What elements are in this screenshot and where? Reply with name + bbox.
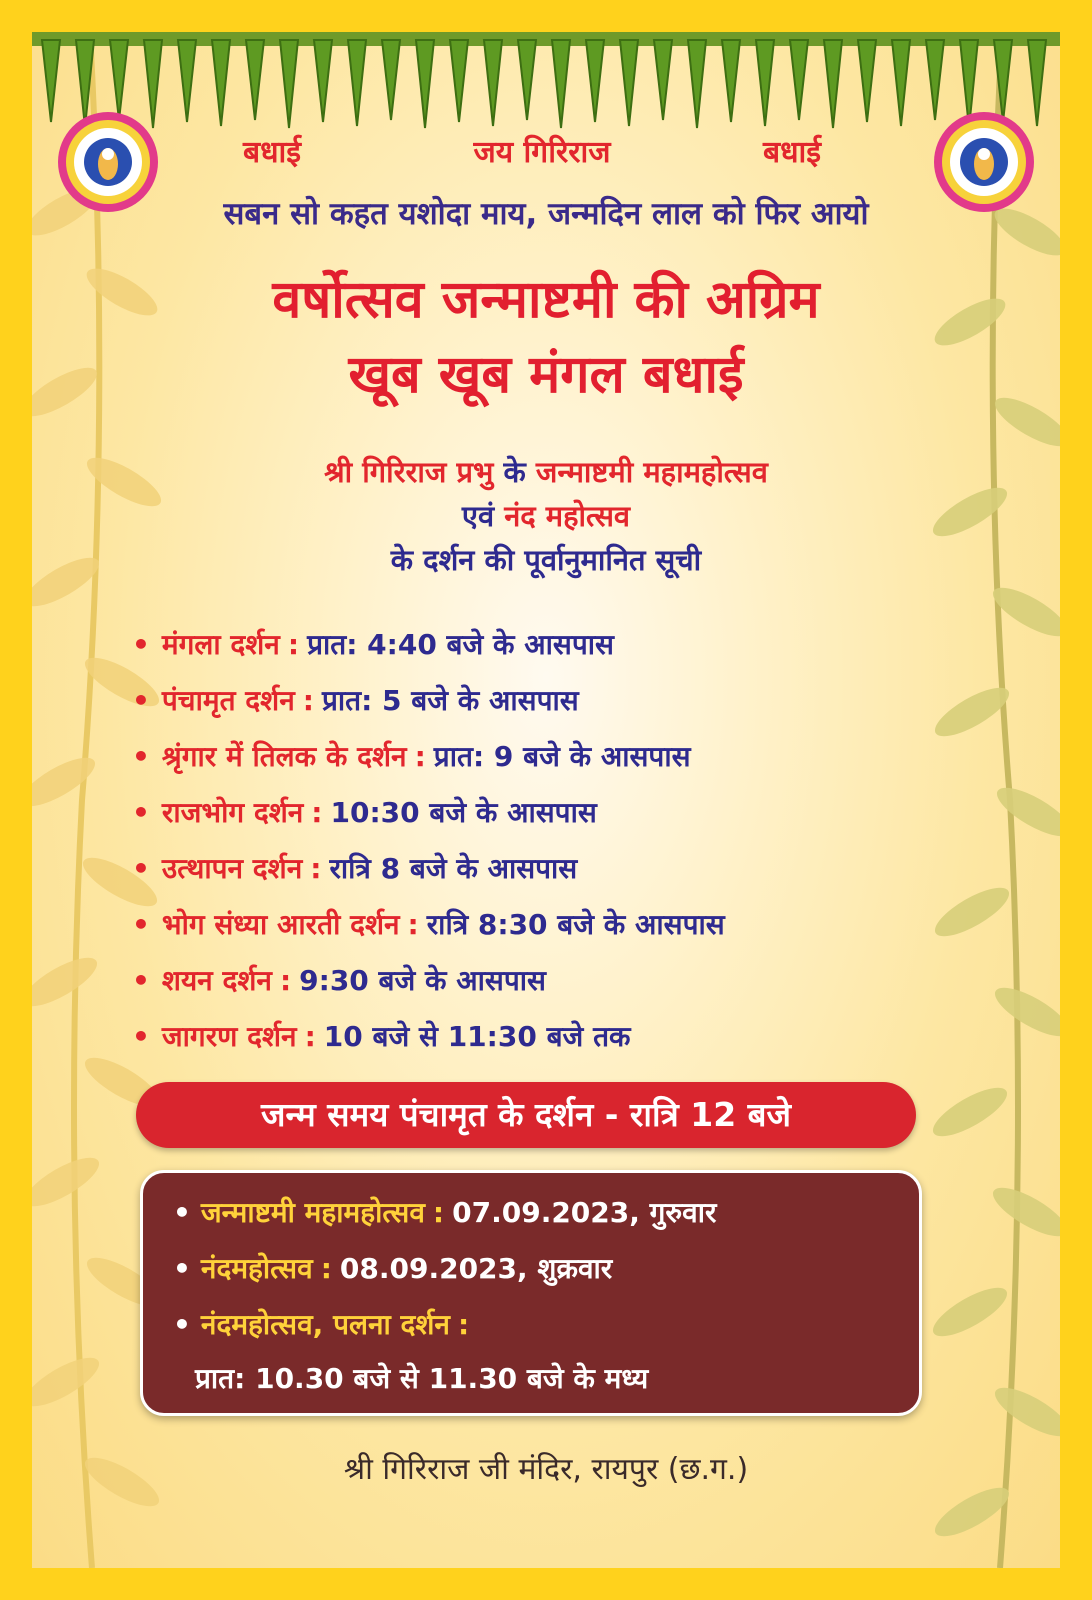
bullet: •: [132, 740, 150, 773]
info-label: नंदमहोत्सव: [200, 1252, 313, 1285]
subheading-connector: के: [493, 455, 536, 489]
bullet: •: [132, 684, 150, 717]
info-label: नंदमहोत्सव, पलना दर्शन: [200, 1308, 450, 1341]
colon: :: [432, 1196, 445, 1229]
festival-dates-box: [140, 1170, 922, 1416]
schedule-time: प्रात: 9 बजे के आसपास: [433, 740, 691, 773]
bullet: •: [132, 908, 150, 941]
schedule-time: रात्रि 8 बजे के आसपास: [329, 852, 578, 885]
bullet: •: [132, 628, 150, 661]
info-palna-time: प्रात: 10.30 बजे से 11.30 बजे के मध्य: [195, 1362, 649, 1395]
greeting-center: जय गिरिराज: [473, 135, 611, 170]
subheading-line-3: के दर्शन की पूर्वानुमानित सूची: [390, 543, 702, 577]
schedule-item: [132, 953, 1012, 1009]
bullet: •: [132, 1020, 150, 1053]
info-item-janmashtami: [173, 1193, 716, 1231]
colon: :: [457, 1308, 470, 1341]
schedule-label: पंचामृत दर्शन: [161, 684, 295, 717]
subheading-line-2: [132, 496, 960, 535]
schedule-time: प्रात: 4:40 बजे के आसपास: [307, 628, 614, 661]
subheading-line-1: [132, 452, 960, 491]
schedule-item: [132, 841, 1012, 897]
schedule-time: प्रात: 5 बजे के आसपास: [321, 684, 579, 717]
colon: :: [414, 740, 426, 773]
info-label: जन्माष्टमी महामहोत्सव: [200, 1196, 425, 1229]
subheading-festival: जन्माष्टमी महामहोत्सव: [535, 455, 768, 489]
schedule-item: [132, 1009, 1012, 1065]
subheading-deity: श्री गिरिराज प्रभु: [324, 455, 494, 489]
greeting-left: बधाई: [242, 135, 302, 170]
bullet: •: [173, 1252, 191, 1285]
bullet: •: [132, 964, 150, 997]
subheading-and: एवं: [461, 499, 505, 533]
bullet: •: [132, 796, 150, 829]
poster-card: [32, 32, 1060, 1568]
bullet: •: [132, 852, 150, 885]
schedule-time: 9:30 बजे के आसपास: [299, 964, 546, 997]
schedule-time: 10:30 बजे के आसपास: [330, 796, 597, 829]
schedule-label: उत्थापन दर्शन: [161, 852, 303, 885]
schedule-item: [132, 897, 1012, 953]
colon: :: [311, 796, 323, 829]
schedule-time: रात्रि 8:30 बजे के आसपास: [426, 908, 725, 941]
schedule-label: राजभोग दर्शन: [161, 796, 304, 829]
janm-darshan-banner: जन्म समय पंचामृत के दर्शन - रात्रि 12 बजे: [136, 1082, 916, 1148]
schedule-label: भोग संध्या आरती दर्शन: [161, 908, 400, 941]
bullet: •: [173, 1308, 191, 1341]
info-value: 08.09.2023, शुक्रवार: [339, 1252, 613, 1285]
couplet-line: सबन सो कहत यशोदा माय, जन्मदिन लाल को फिर आयो: [223, 196, 869, 232]
schedule-item: [132, 673, 1012, 729]
headline-line-2: खूब खूब मंगल बधाई: [348, 345, 744, 405]
info-item-nandmahotsav: [173, 1249, 612, 1287]
mango-leaf-garland-icon: [32, 32, 1060, 142]
darshan-schedule-list: [132, 617, 1012, 1065]
bullet: •: [173, 1196, 191, 1229]
info-value: 07.09.2023, गुरुवार: [452, 1196, 717, 1229]
subheading-nand-festival: नंद महोत्सव: [504, 499, 631, 533]
schedule-label: मंगला दर्शन: [161, 628, 280, 661]
colon: :: [302, 684, 314, 717]
colon: :: [304, 1020, 316, 1053]
colon: :: [279, 964, 292, 997]
colon: :: [287, 628, 300, 661]
schedule-label: शयन दर्शन: [161, 964, 272, 997]
colon: :: [310, 852, 322, 885]
headline-line-1: वर्षोत्सव जन्माष्टमी की अग्रिम: [272, 270, 820, 330]
schedule-label: जागरण दर्शन: [161, 1020, 297, 1053]
schedule-label: श्रृंगार में तिलक के दर्शन: [161, 740, 407, 773]
greeting-right: बधाई: [762, 135, 822, 170]
temple-address-footer: श्री गिरिराज जी मंदिर, रायपुर (छ.ग.): [343, 1452, 749, 1487]
schedule-time: 10 बजे से 11:30 बजे तक: [323, 1020, 631, 1053]
schedule-item: [132, 785, 1012, 841]
schedule-item: [132, 729, 1012, 785]
colon: :: [407, 908, 419, 941]
schedule-item: [132, 617, 1012, 673]
info-item-palna-darshan: [173, 1305, 477, 1343]
colon: :: [320, 1252, 332, 1285]
